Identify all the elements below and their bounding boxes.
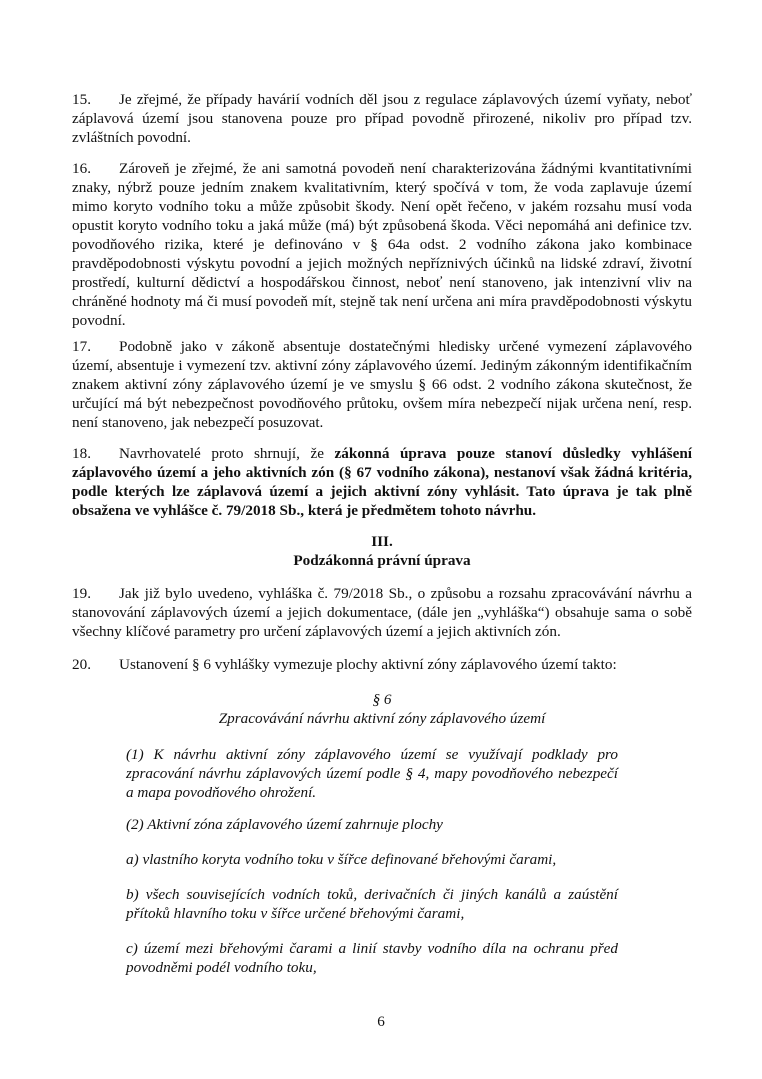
paragraph-text: Je zřejmé, že případy havárií vodních děl jsou z regulace záplavových území vyňaty, neboť záplavová území jsou stanovena pouze pro případ povodně přirozené, nikoliv pro případ tzv. zvláštních povodní. xyxy=(72,91,692,146)
section-numeral: III. xyxy=(371,533,393,550)
quote-item: a) vlastního koryta vodního toku v šířce definované břehovými čarami, xyxy=(126,851,557,868)
paragraph-number: 15. xyxy=(72,91,91,108)
section-title: Podzákonná právní úprava xyxy=(293,552,471,569)
paragraph-number: 19. xyxy=(72,585,91,602)
paragraph-text: Podobně jako v zákoně absentuje dostatečnými hledisky určené vymezení záplavového území, absentuje i vymezení tzv. aktivní zóny záplavového území. Jediným zákonným identifikačním znakem aktivní zóny záplavového území je ve smyslu § 66 odst. 2 vodního zákona skutečnost, že určující má být nebezpečnost povodňového průtoku, ovšem míra nebezpečí nijak určena není, resp. není stanoveno, jak nebezpečí posuzovat. xyxy=(72,338,692,431)
paragraph-bold-text: zákonná úprava pouze stanoví důsledky vyhlášení záplavového území a jeho aktivních zón (§ 67 vodního zákona), nestanoví však žádná kritéria, podle kterých lze záplavová území a jejich aktivní zóny vyhlásit. Tato úprava je tak plně obsažena ve vyhlášce č. 79/2018 Sb., která je předmětem tohoto návrhu. xyxy=(72,445,692,519)
paragraph-number: 17. xyxy=(72,338,91,355)
paragraph-15 xyxy=(72,90,692,147)
quote-item: (2) Aktivní zóna záplavového území zahrnuje plochy xyxy=(126,816,443,833)
paragraph-16 xyxy=(72,159,692,330)
paragraph-text: Zároveň je zřejmé, že ani samotná povodeň není charakterizována žádnými kvantitativními znaky, nýbrž pouze jedním znakem kvalitativním, který spočívá v tom, že voda zaplavuje území mimo koryto vodního toku a může způsobit škody. Není opět řečeno, v jakém rozsahu musí voda opustit koryto vodního toku a jaká může (má) být způsobená škoda. Věci nepomáhá ani definice tzv. povodňového rizika, které je definováno v § 64a odst. 2 vodního zákona jako kombinace pravděpodobnosti výskytu povodní a jejich možných nepříznivých účinků na lidské zdraví, životní prostředí, kulturní dědictví a hospodářskou činnost, neboť není stanoveno, jak intenzivní vliv na chráněné hodnoty má či musí povodeň mít, stejně tak není určena ani míra pravděpodobnosti výskytu povodní. xyxy=(72,160,692,329)
paragraph-17 xyxy=(72,337,692,432)
paragraph-number: 20. xyxy=(72,656,91,673)
quote-subheading: Zpracovávání návrhu aktivní zóny záplavového území xyxy=(218,710,546,727)
paragraph-text: Jak již bylo uvedeno, vyhláška č. 79/2018 Sb., o způsobu a rozsahu zpracovávání návrhu a stanovování záplavových území a jejich dokumentace, (dále jen „vyhláška“) obsahuje sama o sobě všechny klíčové parametry pro určení záplavových území a jejich aktivních zón. xyxy=(72,585,692,640)
paragraph-number: 18. xyxy=(72,445,91,462)
quote-item: b) všech souvisejících vodních toků, derivačních či jiných kanálů a zaústění přítoků hlavního toku v šířce určené břehovými čarami, xyxy=(126,886,618,922)
quote-item: c) území mezi břehovými čarami a linií stavby vodního díla na ochranu před povodněmi podél vodního toku, xyxy=(126,940,618,976)
page-number: 6 xyxy=(377,1013,385,1030)
quote-heading: § 6 xyxy=(372,691,392,708)
paragraph-text: Navrhovatelé proto shrnují, že xyxy=(119,445,335,462)
paragraph-text: Ustanovení § 6 vyhlášky vymezuje plochy aktivní zóny záplavového území takto: xyxy=(119,656,617,673)
quote-item: (1) K návrhu aktivní zóny záplavového území se využívají podklady pro zpracování návrhu záplavových území podle § 4, mapy povodňového nebezpečí a mapa povodňového ohrožení. xyxy=(126,746,618,801)
paragraph-20 xyxy=(72,655,692,674)
paragraph-18 xyxy=(72,444,692,520)
paragraph-19 xyxy=(72,584,692,641)
paragraph-number: 16. xyxy=(72,160,91,177)
